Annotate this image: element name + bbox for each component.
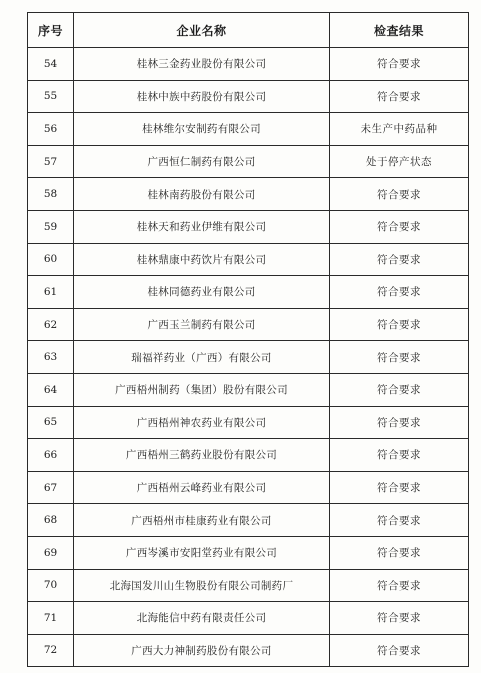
row-serial-number: 64 xyxy=(28,373,74,406)
row-company-name: 广西梧州三鹤药业股份有限公司 xyxy=(74,439,330,472)
table-row xyxy=(28,48,469,81)
row-serial-number: 54 xyxy=(28,48,74,81)
row-company-name: 桂林天和药业伊维有限公司 xyxy=(74,210,330,243)
row-serial-number: 70 xyxy=(28,569,74,602)
row-company-name: 桂林鼎康中药饮片有限公司 xyxy=(74,243,330,276)
row-company-name: 北海国发川山生物股份有限公司制药厂 xyxy=(74,569,330,602)
row-inspection-result: 符合要求 xyxy=(330,536,469,569)
table-row xyxy=(28,80,469,113)
row-company-name: 广西梧州云峰药业有限公司 xyxy=(74,471,330,504)
row-company-name: 广西岑溪市安阳堂药业有限公司 xyxy=(74,536,330,569)
table-row xyxy=(28,276,469,309)
table-row xyxy=(28,602,469,635)
header-serial-number: 序号 xyxy=(28,13,74,48)
row-inspection-result: 符合要求 xyxy=(330,602,469,635)
row-serial-number: 72 xyxy=(28,634,74,667)
row-company-name: 广西梧州神农药业有限公司 xyxy=(74,406,330,439)
row-company-name: 广西梧州制药（集团）股份有限公司 xyxy=(74,373,330,406)
row-serial-number: 55 xyxy=(28,80,74,113)
row-serial-number: 71 xyxy=(28,602,74,635)
row-company-name: 广西玉兰制药有限公司 xyxy=(74,308,330,341)
table-row xyxy=(28,178,469,211)
table-row xyxy=(28,210,469,243)
row-inspection-result: 符合要求 xyxy=(330,569,469,602)
row-inspection-result: 符合要求 xyxy=(330,243,469,276)
table-row xyxy=(28,471,469,504)
row-serial-number: 65 xyxy=(28,406,74,439)
row-company-name: 瑞福祥药业（广西）有限公司 xyxy=(74,341,330,374)
row-serial-number: 58 xyxy=(28,178,74,211)
row-serial-number: 60 xyxy=(28,243,74,276)
row-serial-number: 67 xyxy=(28,471,74,504)
row-inspection-result: 符合要求 xyxy=(330,504,469,537)
row-serial-number: 62 xyxy=(28,308,74,341)
table-row xyxy=(28,373,469,406)
row-inspection-result: 符合要求 xyxy=(330,308,469,341)
row-serial-number: 59 xyxy=(28,210,74,243)
row-company-name: 桂林同德药业有限公司 xyxy=(74,276,330,309)
row-serial-number: 68 xyxy=(28,504,74,537)
row-inspection-result: 符合要求 xyxy=(330,178,469,211)
row-serial-number: 57 xyxy=(28,145,74,178)
table-row xyxy=(28,439,469,472)
header-inspection-result: 检查结果 xyxy=(330,13,469,48)
inspection-results-table xyxy=(27,12,469,667)
row-inspection-result: 符合要求 xyxy=(330,276,469,309)
row-company-name: 北海能信中药有限责任公司 xyxy=(74,602,330,635)
table-row xyxy=(28,145,469,178)
table-row xyxy=(28,406,469,439)
row-company-name: 桂林南药股份有限公司 xyxy=(74,178,330,211)
row-serial-number: 56 xyxy=(28,113,74,146)
row-inspection-result: 符合要求 xyxy=(330,373,469,406)
table-row xyxy=(28,504,469,537)
row-inspection-result: 符合要求 xyxy=(330,210,469,243)
table-row xyxy=(28,341,469,374)
row-company-name: 广西大力神制药股份有限公司 xyxy=(74,634,330,667)
table-row xyxy=(28,569,469,602)
row-inspection-result: 符合要求 xyxy=(330,80,469,113)
row-company-name: 广西梧州市桂康药业有限公司 xyxy=(74,504,330,537)
table-body xyxy=(28,48,469,667)
table-header-row xyxy=(28,13,469,48)
row-inspection-result: 处于停产状态 xyxy=(330,145,469,178)
row-serial-number: 66 xyxy=(28,439,74,472)
row-serial-number: 61 xyxy=(28,276,74,309)
row-company-name: 桂林维尔安制药有限公司 xyxy=(74,113,330,146)
row-inspection-result: 符合要求 xyxy=(330,471,469,504)
table-row xyxy=(28,243,469,276)
table-row xyxy=(28,308,469,341)
table-row xyxy=(28,536,469,569)
row-inspection-result: 符合要求 xyxy=(330,439,469,472)
table-row xyxy=(28,113,469,146)
row-inspection-result: 符合要求 xyxy=(330,341,469,374)
table-row xyxy=(28,634,469,667)
row-serial-number: 69 xyxy=(28,536,74,569)
row-inspection-result: 符合要求 xyxy=(330,634,469,667)
header-company-name: 企业名称 xyxy=(74,13,330,48)
row-inspection-result: 符合要求 xyxy=(330,48,469,81)
row-company-name: 广西恒仁制药有限公司 xyxy=(74,145,330,178)
row-company-name: 桂林中族中药股份有限公司 xyxy=(74,80,330,113)
row-company-name: 桂林三金药业股份有限公司 xyxy=(74,48,330,81)
row-inspection-result: 符合要求 xyxy=(330,406,469,439)
row-inspection-result: 未生产中药品种 xyxy=(330,113,469,146)
row-serial-number: 63 xyxy=(28,341,74,374)
